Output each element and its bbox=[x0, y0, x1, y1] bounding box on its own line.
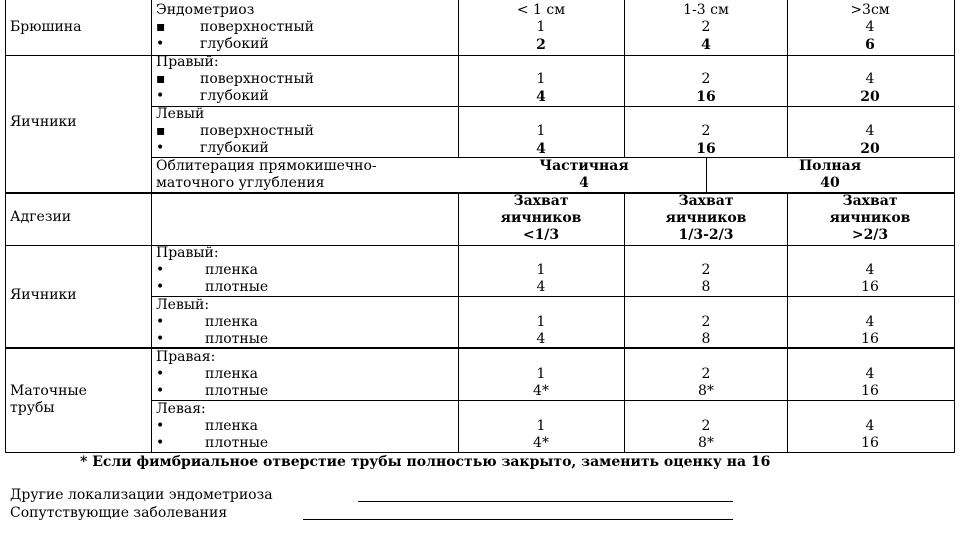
cell-value: 1 bbox=[536, 123, 546, 139]
cell-value: 1 bbox=[536, 71, 546, 87]
col3-divider-bottom bbox=[787, 192, 788, 452]
cell-value: 2 bbox=[701, 19, 711, 35]
adh-col2-line2: яичников bbox=[665, 210, 747, 226]
cell-value: 4 bbox=[865, 123, 875, 139]
cell-value: 4* bbox=[533, 383, 549, 399]
adh-col3-line2: яичников bbox=[829, 210, 911, 226]
row-label-dense: плотные bbox=[205, 279, 269, 295]
obliteration-full-value: 40 bbox=[820, 175, 840, 191]
cell-value: 8 bbox=[701, 279, 711, 295]
cell-value: 16 bbox=[861, 383, 879, 399]
section-tubes-line2: трубы bbox=[10, 400, 55, 416]
cell-value: 8 bbox=[701, 331, 711, 347]
cell-value: 16 bbox=[861, 435, 879, 451]
subgroup-title-right: Правый: bbox=[156, 245, 219, 261]
adh-col1-line1: Захват bbox=[513, 193, 569, 209]
cell-value: 2 bbox=[701, 314, 711, 330]
adh-col2-line3: 1/3-2/3 bbox=[678, 227, 734, 243]
cell-value: 8* bbox=[698, 435, 714, 451]
cell-value: 8* bbox=[698, 383, 714, 399]
row-label-deep: глубокий bbox=[200, 88, 269, 104]
endometriosis-header: Эндометриоз bbox=[156, 2, 255, 18]
cell-value: 20 bbox=[860, 89, 880, 105]
row-divider-tubes bbox=[5, 347, 955, 349]
row-divider-adh-ovary-left bbox=[151, 296, 955, 297]
cell-value: 20 bbox=[860, 141, 880, 157]
col2-divider-top bbox=[624, 0, 625, 157]
col1-divider-top bbox=[458, 0, 459, 157]
cell-value: 2 bbox=[701, 366, 711, 382]
cell-value: 2 bbox=[701, 418, 711, 434]
row-label-film: пленка bbox=[205, 366, 258, 382]
row-label-superficial: поверхностный bbox=[200, 71, 314, 87]
row-divider-adhesions bbox=[5, 192, 955, 194]
section-peritoneum: Брюшина bbox=[10, 19, 82, 35]
row-label-film: пленка bbox=[205, 262, 258, 278]
col-header-lt1: < 1 см bbox=[516, 2, 566, 18]
cell-value: 4 bbox=[701, 37, 711, 53]
cell-value: 2 bbox=[536, 37, 546, 53]
adh-col1-line3: <1/3 bbox=[522, 227, 560, 243]
cell-value: 2 bbox=[701, 123, 711, 139]
cell-value: 4 bbox=[865, 418, 875, 434]
subgroup-title-left: Левый bbox=[156, 106, 205, 122]
bullet: • bbox=[156, 140, 165, 156]
row-label-deep: глубокий bbox=[200, 140, 269, 156]
obliteration-partial-value: 4 bbox=[579, 175, 589, 191]
row-label-superficial: поверхностный bbox=[200, 123, 314, 139]
other-localizations-field[interactable] bbox=[358, 501, 733, 502]
bullet: • bbox=[156, 262, 165, 278]
section-tubes-line1: Маточные bbox=[10, 383, 87, 399]
cell-value: 4 bbox=[865, 314, 875, 330]
cell-value: 1 bbox=[536, 314, 546, 330]
bullet: • bbox=[156, 435, 165, 451]
cell-value: 4 bbox=[536, 331, 546, 347]
col-header-gt3: >3см bbox=[850, 2, 890, 18]
adh-col1-line2: яичников bbox=[500, 210, 582, 226]
cell-value: 4 bbox=[865, 19, 875, 35]
table-right-border bbox=[954, 0, 955, 452]
adh-col3-line3: >2/3 bbox=[851, 227, 889, 243]
cell-value: 2 bbox=[701, 71, 711, 87]
row-label-film: пленка bbox=[205, 418, 258, 434]
label-column-divider bbox=[151, 0, 152, 452]
cell-value: 4 bbox=[536, 89, 546, 105]
row-label-dense: плотные bbox=[205, 435, 269, 451]
col2-divider-bottom bbox=[624, 192, 625, 452]
other-localizations-label: Другие локализации эндометриоза bbox=[10, 487, 273, 503]
bullet: ▪ bbox=[156, 123, 166, 139]
section-ovaries-endometriosis: Яичники bbox=[10, 114, 77, 130]
subgroup-title-right: Правая: bbox=[156, 349, 216, 365]
bullet: • bbox=[156, 279, 165, 295]
row-label-dense: плотные bbox=[205, 331, 269, 347]
row-label-superficial: поверхностный bbox=[200, 19, 314, 35]
table-bottom-border bbox=[5, 452, 955, 453]
footnote: * Если фимбриальное отверстие трубы полностью закрыто, заменить оценку на 16 bbox=[80, 454, 771, 470]
col1-divider-bottom bbox=[458, 192, 459, 452]
cell-value: 16 bbox=[861, 279, 879, 295]
bullet: • bbox=[156, 314, 165, 330]
adh-col2-line1: Захват bbox=[678, 193, 734, 209]
row-divider-ovary-left bbox=[151, 106, 955, 107]
cell-value: 4* bbox=[533, 435, 549, 451]
cell-value: 4 bbox=[865, 366, 875, 382]
table-left-border bbox=[5, 0, 6, 452]
cell-value: 1 bbox=[536, 366, 546, 382]
row-divider-tube-left bbox=[151, 400, 955, 401]
cell-value: 4 bbox=[865, 262, 875, 278]
cell-value: 1 bbox=[536, 262, 546, 278]
cell-value: 2 bbox=[701, 262, 711, 278]
obliteration-label-line1: Облитерация прямокишечно- bbox=[156, 158, 377, 174]
bullet: ▪ bbox=[156, 19, 166, 35]
cell-value: 4 bbox=[865, 71, 875, 87]
col3-divider-top bbox=[787, 0, 788, 157]
cell-value: 4 bbox=[536, 141, 546, 157]
cell-value: 16 bbox=[861, 331, 879, 347]
cell-value: 4 bbox=[536, 279, 546, 295]
cell-value: 16 bbox=[696, 141, 716, 157]
row-label-film: пленка bbox=[205, 314, 258, 330]
bullet: • bbox=[156, 418, 165, 434]
bullet: • bbox=[156, 383, 165, 399]
bullet: • bbox=[156, 331, 165, 347]
bullet: ▪ bbox=[156, 71, 166, 87]
row-label-deep: глубокий bbox=[200, 36, 269, 52]
subgroup-title-left: Левая: bbox=[156, 401, 206, 417]
section-ovaries-adhesions: Яичники bbox=[10, 287, 77, 303]
obliteration-full-label: Полная bbox=[798, 158, 862, 174]
cell-value: 1 bbox=[536, 418, 546, 434]
row-label-dense: плотные bbox=[205, 383, 269, 399]
subgroup-title-right: Правый: bbox=[156, 54, 219, 70]
bullet: • bbox=[156, 36, 165, 52]
obliteration-label-line2: маточного углубления bbox=[156, 175, 325, 191]
cell-value: 16 bbox=[696, 89, 716, 105]
bullet: • bbox=[156, 88, 165, 104]
row-divider-peritoneum bbox=[5, 55, 955, 56]
comorbidities-label: Сопутствующие заболевания bbox=[10, 505, 228, 521]
comorbidities-field[interactable] bbox=[303, 519, 733, 520]
cell-value: 6 bbox=[865, 37, 875, 53]
obliteration-divider bbox=[706, 157, 707, 192]
cell-value: 1 bbox=[536, 19, 546, 35]
adh-col3-line1: Захват bbox=[842, 193, 898, 209]
section-adhesions: Адгезии bbox=[10, 209, 72, 225]
bullet: • bbox=[156, 366, 165, 382]
subgroup-title-left: Левый: bbox=[156, 297, 210, 313]
row-divider-adh-header bbox=[5, 245, 955, 246]
col-header-1-3: 1-3 см bbox=[683, 2, 729, 18]
obliteration-partial-label: Частичная bbox=[539, 158, 629, 174]
